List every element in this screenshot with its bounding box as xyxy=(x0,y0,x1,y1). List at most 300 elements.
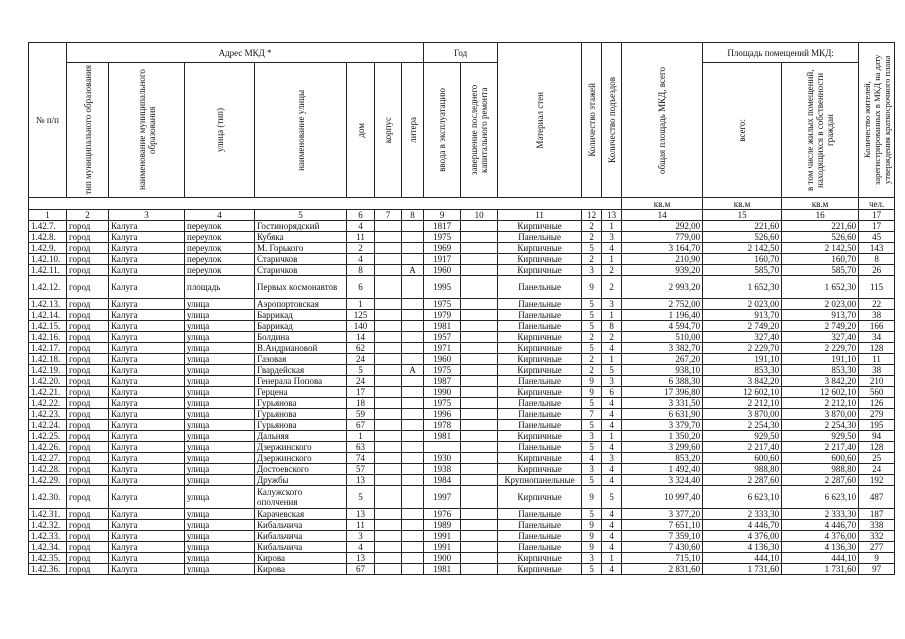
cell-area-all: 988,80 xyxy=(703,464,782,475)
cell-residents: 38 xyxy=(859,365,895,376)
cell-mo-type: город xyxy=(67,376,109,387)
cell-entrances: 1 xyxy=(602,310,622,321)
cell-mo-name: Калуга xyxy=(109,387,185,398)
cell-mo-name: Калуга xyxy=(109,276,185,299)
cell-house: 2 xyxy=(347,243,375,254)
cell-total-area: 3 324,40 xyxy=(622,475,703,486)
cell-street-name: Дзержинского xyxy=(255,442,347,453)
cell-korpus xyxy=(375,376,402,387)
cell-litera xyxy=(402,553,424,564)
cell-street-name: Старичков xyxy=(255,254,347,265)
cell-year-built: 1997 xyxy=(424,486,461,509)
column-number: 8 xyxy=(402,210,424,221)
cell-row-number: 1.42.33. xyxy=(29,531,67,542)
cell-wall-material: Кирпичные xyxy=(498,254,582,265)
cell-street-type: улица xyxy=(185,509,255,520)
cell-row-number: 1.42.11. xyxy=(29,265,67,276)
cell-litera xyxy=(402,531,424,542)
cell-row-number: 1.42.27. xyxy=(29,453,67,464)
cell-mo-name: Калуга xyxy=(109,299,185,310)
header-korpus: корпус xyxy=(375,63,402,198)
cell-mo-name: Калуга xyxy=(109,464,185,475)
cell-street-type: улица xyxy=(185,553,255,564)
cell-floors: 5 xyxy=(582,442,602,453)
column-number: 14 xyxy=(622,210,703,221)
cell-area-private: 3 870,00 xyxy=(782,409,859,420)
cell-street-type: переулок xyxy=(185,265,255,276)
cell-total-area: 853,20 xyxy=(622,453,703,464)
cell-wall-material: Кирпичные xyxy=(498,387,582,398)
cell-row-number: 1.42.17. xyxy=(29,343,67,354)
cell-mo-type: город xyxy=(67,464,109,475)
cell-house: 4 xyxy=(347,542,375,553)
cell-mo-name: Калуга xyxy=(109,343,185,354)
cell-street-type: улица xyxy=(185,365,255,376)
cell-year-built: 1995 xyxy=(424,276,461,299)
header-area-private: в том числе жилых помещений, находящихся в собственности граждан xyxy=(782,63,859,198)
cell-mo-name: Калуга xyxy=(109,365,185,376)
cell-mo-name: Калуга xyxy=(109,442,185,453)
cell-mo-name: Калуга xyxy=(109,564,185,575)
cell-street-name: Гурьянова xyxy=(255,398,347,409)
cell-litera: А xyxy=(402,265,424,276)
cell-korpus xyxy=(375,310,402,321)
cell-street-type: площадь xyxy=(185,276,255,299)
table-row xyxy=(29,376,895,387)
cell-street-name: Кибальчича xyxy=(255,520,347,531)
cell-korpus xyxy=(375,276,402,299)
cell-litera xyxy=(402,564,424,575)
cell-house: 13 xyxy=(347,475,375,486)
cell-entrances: 3 xyxy=(602,232,622,243)
cell-year-repair xyxy=(461,276,498,299)
cell-entrances: 4 xyxy=(602,464,622,475)
cell-street-name: Баррикад xyxy=(255,310,347,321)
cell-litera xyxy=(402,486,424,509)
cell-area-private: 4 136,30 xyxy=(782,542,859,553)
cell-entrances: 5 xyxy=(602,486,622,509)
cell-house: 17 xyxy=(347,387,375,398)
table-row xyxy=(29,431,895,442)
cell-row-number: 1.42.18. xyxy=(29,354,67,365)
cell-year-built: 1978 xyxy=(424,420,461,431)
cell-street-type: улица xyxy=(185,299,255,310)
table-row xyxy=(29,387,895,398)
cell-house: 74 xyxy=(347,453,375,464)
cell-mo-name: Калуга xyxy=(109,475,185,486)
cell-area-all: 3 870,00 xyxy=(703,409,782,420)
cell-total-area: 7 430,60 xyxy=(622,542,703,553)
cell-house: 125 xyxy=(347,310,375,321)
cell-residents: 166 xyxy=(859,321,895,332)
cell-house: 5 xyxy=(347,365,375,376)
cell-house: 1 xyxy=(347,299,375,310)
cell-year-built: 1957 xyxy=(424,332,461,343)
cell-area-all: 526,60 xyxy=(703,232,782,243)
cell-total-area: 939,20 xyxy=(622,265,703,276)
cell-residents: 210 xyxy=(859,376,895,387)
cell-total-area: 1 350,20 xyxy=(622,431,703,442)
cell-floors: 5 xyxy=(582,475,602,486)
cell-street-type: улица xyxy=(185,343,255,354)
cell-house: 67 xyxy=(347,420,375,431)
cell-mo-type: город xyxy=(67,520,109,531)
cell-street-type: улица xyxy=(185,431,255,442)
cell-street-name: Кирова xyxy=(255,553,347,564)
cell-year-built: 1930 xyxy=(424,453,461,464)
table-header xyxy=(29,43,895,221)
cell-mo-name: Калуга xyxy=(109,420,185,431)
cell-mo-name: Калуга xyxy=(109,431,185,442)
table-row xyxy=(29,265,895,276)
cell-house: 13 xyxy=(347,553,375,564)
cell-year-repair xyxy=(461,343,498,354)
cell-entrances: 4 xyxy=(602,531,622,542)
column-number: 7 xyxy=(375,210,402,221)
cell-street-name: В.Андриановой xyxy=(255,343,347,354)
cell-residents: 115 xyxy=(859,276,895,299)
cell-korpus xyxy=(375,254,402,265)
cell-year-repair xyxy=(461,398,498,409)
cell-area-all: 160,70 xyxy=(703,254,782,265)
cell-wall-material: Панельные xyxy=(498,542,582,553)
cell-mo-type: город xyxy=(67,299,109,310)
cell-area-private: 585,70 xyxy=(782,265,859,276)
cell-mo-name: Калуга xyxy=(109,531,185,542)
cell-mo-type: город xyxy=(67,398,109,409)
cell-korpus xyxy=(375,299,402,310)
cell-korpus xyxy=(375,453,402,464)
cell-residents: 487 xyxy=(859,486,895,509)
cell-entrances: 3 xyxy=(602,453,622,464)
cell-area-private: 2 333,30 xyxy=(782,509,859,520)
cell-litera xyxy=(402,409,424,420)
cell-mo-type: город xyxy=(67,343,109,354)
cell-floors: 9 xyxy=(582,531,602,542)
cell-area-private: 929,50 xyxy=(782,431,859,442)
cell-mo-type: город xyxy=(67,553,109,564)
cell-area-private: 853,30 xyxy=(782,365,859,376)
cell-total-area: 938,10 xyxy=(622,365,703,376)
cell-house: 14 xyxy=(347,332,375,343)
cell-litera xyxy=(402,464,424,475)
cell-residents: 279 xyxy=(859,409,895,420)
cell-entrances: 1 xyxy=(602,254,622,265)
cell-litera xyxy=(402,332,424,343)
cell-row-number: 1.42.16. xyxy=(29,332,67,343)
cell-row-number: 1.42.23. xyxy=(29,409,67,420)
cell-row-number: 1.42.14. xyxy=(29,310,67,321)
cell-litera xyxy=(402,243,424,254)
header-area-all: всего: xyxy=(703,63,782,198)
cell-area-all: 2 142,50 xyxy=(703,243,782,254)
cell-korpus xyxy=(375,520,402,531)
cell-house: 63 xyxy=(347,442,375,453)
cell-street-name: Гостинорядский xyxy=(255,221,347,232)
table-row xyxy=(29,299,895,310)
cell-litera xyxy=(402,321,424,332)
cell-mo-name: Калуга xyxy=(109,265,185,276)
cell-year-built: 1990 xyxy=(424,387,461,398)
cell-area-private: 988,80 xyxy=(782,464,859,475)
cell-litera xyxy=(402,376,424,387)
cell-year-repair xyxy=(461,520,498,531)
cell-mo-type: город xyxy=(67,531,109,542)
cell-entrances: 4 xyxy=(602,542,622,553)
column-number: 10 xyxy=(461,210,498,221)
cell-street-name: Кибальчича xyxy=(255,542,347,553)
cell-litera xyxy=(402,453,424,464)
cell-street-type: улица xyxy=(185,398,255,409)
cell-house: 4 xyxy=(347,254,375,265)
cell-year-repair xyxy=(461,232,498,243)
cell-area-private: 6 623,10 xyxy=(782,486,859,509)
cell-mo-name: Калуга xyxy=(109,232,185,243)
cell-korpus xyxy=(375,553,402,564)
cell-wall-material: Панельные xyxy=(498,520,582,531)
cell-row-number: 1.42.28. xyxy=(29,464,67,475)
cell-area-private: 4 446,70 xyxy=(782,520,859,531)
cell-entrances: 4 xyxy=(602,343,622,354)
cell-year-built: 1975 xyxy=(424,398,461,409)
cell-residents: 26 xyxy=(859,265,895,276)
cell-area-private: 444,10 xyxy=(782,553,859,564)
cell-area-private: 2 142,50 xyxy=(782,243,859,254)
cell-mo-name: Калуга xyxy=(109,376,185,387)
cell-total-area: 267,20 xyxy=(622,354,703,365)
cell-street-name: Болдина xyxy=(255,332,347,343)
cell-litera xyxy=(402,520,424,531)
cell-wall-material: Кирпичные xyxy=(498,265,582,276)
unit-residents: чел. xyxy=(859,198,895,210)
cell-mo-name: Калуга xyxy=(109,221,185,232)
cell-area-all: 853,30 xyxy=(703,365,782,376)
cell-area-private: 327,40 xyxy=(782,332,859,343)
cell-mo-name: Калуга xyxy=(109,453,185,464)
cell-mo-name: Калуга xyxy=(109,310,185,321)
cell-korpus xyxy=(375,265,402,276)
cell-year-built: 1975 xyxy=(424,232,461,243)
column-number: 2 xyxy=(67,210,109,221)
cell-total-area: 2 831,60 xyxy=(622,564,703,575)
cell-area-all: 929,50 xyxy=(703,431,782,442)
cell-row-number: 1.42.34. xyxy=(29,542,67,553)
cell-year-repair xyxy=(461,310,498,321)
cell-mo-type: город xyxy=(67,542,109,553)
cell-wall-material: Панельные xyxy=(498,310,582,321)
cell-mo-name: Калуга xyxy=(109,398,185,409)
cell-mo-name: Калуга xyxy=(109,520,185,531)
cell-mo-type: город xyxy=(67,243,109,254)
cell-total-area: 7 359,10 xyxy=(622,531,703,542)
table-row xyxy=(29,542,895,553)
cell-wall-material: Панельные xyxy=(498,276,582,299)
cell-korpus xyxy=(375,564,402,575)
cell-mo-name: Калуга xyxy=(109,321,185,332)
cell-row-number: 1.42.31. xyxy=(29,509,67,520)
cell-year-repair xyxy=(461,553,498,564)
header-street-name: наименование улицы xyxy=(255,63,347,198)
header-year-repair: завершение последнего капитального ремонта xyxy=(461,63,498,198)
cell-entrances: 1 xyxy=(602,553,622,564)
cell-row-number: 1.42.24. xyxy=(29,420,67,431)
cell-total-area: 292,00 xyxy=(622,221,703,232)
table-row xyxy=(29,354,895,365)
cell-mo-type: город xyxy=(67,321,109,332)
cell-row-number: 1.42.32. xyxy=(29,520,67,531)
cell-house: 24 xyxy=(347,376,375,387)
cell-litera xyxy=(402,343,424,354)
housing-register-table xyxy=(28,42,895,575)
cell-house: 62 xyxy=(347,343,375,354)
cell-mo-name: Калуга xyxy=(109,243,185,254)
cell-entrances: 3 xyxy=(602,376,622,387)
cell-street-type: переулок xyxy=(185,232,255,243)
table-row xyxy=(29,564,895,575)
cell-year-repair xyxy=(461,376,498,387)
cell-street-name: Гурьянова xyxy=(255,420,347,431)
header-total-area: общая площадь МКД, всего xyxy=(622,43,703,198)
cell-total-area: 6 631,90 xyxy=(622,409,703,420)
cell-floors: 9 xyxy=(582,387,602,398)
table-row xyxy=(29,475,895,486)
cell-house: 11 xyxy=(347,520,375,531)
cell-year-built: 1976 xyxy=(424,509,461,520)
header-residents: Количество жителей, зарегистрированных в МКД на дату утверждения краткосрочного плана xyxy=(859,43,895,198)
cell-korpus xyxy=(375,431,402,442)
cell-floors: 5 xyxy=(582,509,602,520)
cell-entrances: 4 xyxy=(602,442,622,453)
cell-mo-type: город xyxy=(67,442,109,453)
cell-year-built: 1991 xyxy=(424,531,461,542)
table-row xyxy=(29,243,895,254)
table-row xyxy=(29,332,895,343)
column-number: 17 xyxy=(859,210,895,221)
cell-korpus xyxy=(375,442,402,453)
cell-year-repair xyxy=(461,332,498,343)
cell-wall-material: Панельные xyxy=(498,398,582,409)
cell-residents: 8 xyxy=(859,254,895,265)
table-row xyxy=(29,343,895,354)
cell-mo-type: город xyxy=(67,564,109,575)
cell-year-repair xyxy=(461,354,498,365)
column-number: 6 xyxy=(347,210,375,221)
cell-floors: 2 xyxy=(582,354,602,365)
cell-area-all: 585,70 xyxy=(703,265,782,276)
cell-mo-type: город xyxy=(67,453,109,464)
cell-litera xyxy=(402,354,424,365)
cell-floors: 5 xyxy=(582,321,602,332)
cell-mo-name: Калуга xyxy=(109,542,185,553)
cell-row-number: 1.42.29. xyxy=(29,475,67,486)
cell-litera xyxy=(402,254,424,265)
cell-floors: 3 xyxy=(582,431,602,442)
column-number: 16 xyxy=(782,210,859,221)
cell-area-private: 4 376,00 xyxy=(782,531,859,542)
table-row xyxy=(29,420,895,431)
unit-total-area: кв.м xyxy=(622,198,703,210)
table-row xyxy=(29,486,895,509)
cell-year-repair xyxy=(461,464,498,475)
table-row xyxy=(29,254,895,265)
cell-total-area: 779,00 xyxy=(622,232,703,243)
cell-entrances: 1 xyxy=(602,431,622,442)
cell-residents: 187 xyxy=(859,509,895,520)
cell-litera xyxy=(402,221,424,232)
cell-area-private: 191,10 xyxy=(782,354,859,365)
header-street-type: улица (тип) xyxy=(185,63,255,198)
cell-mo-type: город xyxy=(67,276,109,299)
cell-row-number: 1.42.9. xyxy=(29,243,67,254)
cell-house: 8 xyxy=(347,265,375,276)
cell-floors: 9 xyxy=(582,276,602,299)
cell-mo-type: город xyxy=(67,475,109,486)
cell-floors: 4 xyxy=(582,453,602,464)
cell-floors: 5 xyxy=(582,564,602,575)
cell-year-built: 1971 xyxy=(424,343,461,354)
cell-street-name: Кибальчича xyxy=(255,531,347,542)
header-entrances: Количество подъездов xyxy=(602,43,622,198)
cell-area-all: 2 217,40 xyxy=(703,442,782,453)
cell-entrances: 4 xyxy=(602,509,622,520)
table-row xyxy=(29,365,895,376)
cell-street-type: улица xyxy=(185,520,255,531)
cell-year-built: 1987 xyxy=(424,376,461,387)
cell-year-built: 1981 xyxy=(424,431,461,442)
cell-street-type: улица xyxy=(185,486,255,509)
cell-korpus xyxy=(375,464,402,475)
cell-wall-material: Панельные xyxy=(498,420,582,431)
cell-year-repair xyxy=(461,431,498,442)
cell-street-name: Достоевского xyxy=(255,464,347,475)
cell-total-area: 3 379,70 xyxy=(622,420,703,431)
cell-mo-name: Калуга xyxy=(109,509,185,520)
cell-total-area: 4 594,70 xyxy=(622,321,703,332)
column-number: 13 xyxy=(602,210,622,221)
cell-street-type: улица xyxy=(185,442,255,453)
cell-korpus xyxy=(375,387,402,398)
table-row xyxy=(29,398,895,409)
cell-wall-material: Кирпичные xyxy=(498,221,582,232)
cell-residents: 17 xyxy=(859,221,895,232)
cell-residents: 24 xyxy=(859,464,895,475)
cell-area-all: 600,60 xyxy=(703,453,782,464)
cell-street-type: улица xyxy=(185,564,255,575)
cell-total-area: 715,10 xyxy=(622,553,703,564)
cell-residents: 38 xyxy=(859,310,895,321)
table-row xyxy=(29,453,895,464)
cell-korpus xyxy=(375,420,402,431)
cell-wall-material: Кирпичные xyxy=(498,365,582,376)
cell-mo-name: Калуга xyxy=(109,354,185,365)
table-body xyxy=(29,221,895,575)
cell-street-name: Дальняя xyxy=(255,431,347,442)
cell-korpus xyxy=(375,343,402,354)
cell-mo-type: город xyxy=(67,221,109,232)
cell-floors: 7 xyxy=(582,409,602,420)
cell-area-all: 2 229,70 xyxy=(703,343,782,354)
table-row xyxy=(29,442,895,453)
cell-house: 13 xyxy=(347,509,375,520)
cell-total-area: 510,00 xyxy=(622,332,703,343)
cell-area-private: 160,70 xyxy=(782,254,859,265)
cell-area-all: 3 842,20 xyxy=(703,376,782,387)
cell-street-type: улица xyxy=(185,310,255,321)
cell-total-area: 10 997,40 xyxy=(622,486,703,509)
cell-year-built: 1900 xyxy=(424,553,461,564)
cell-area-private: 2 217,40 xyxy=(782,442,859,453)
cell-litera xyxy=(402,420,424,431)
